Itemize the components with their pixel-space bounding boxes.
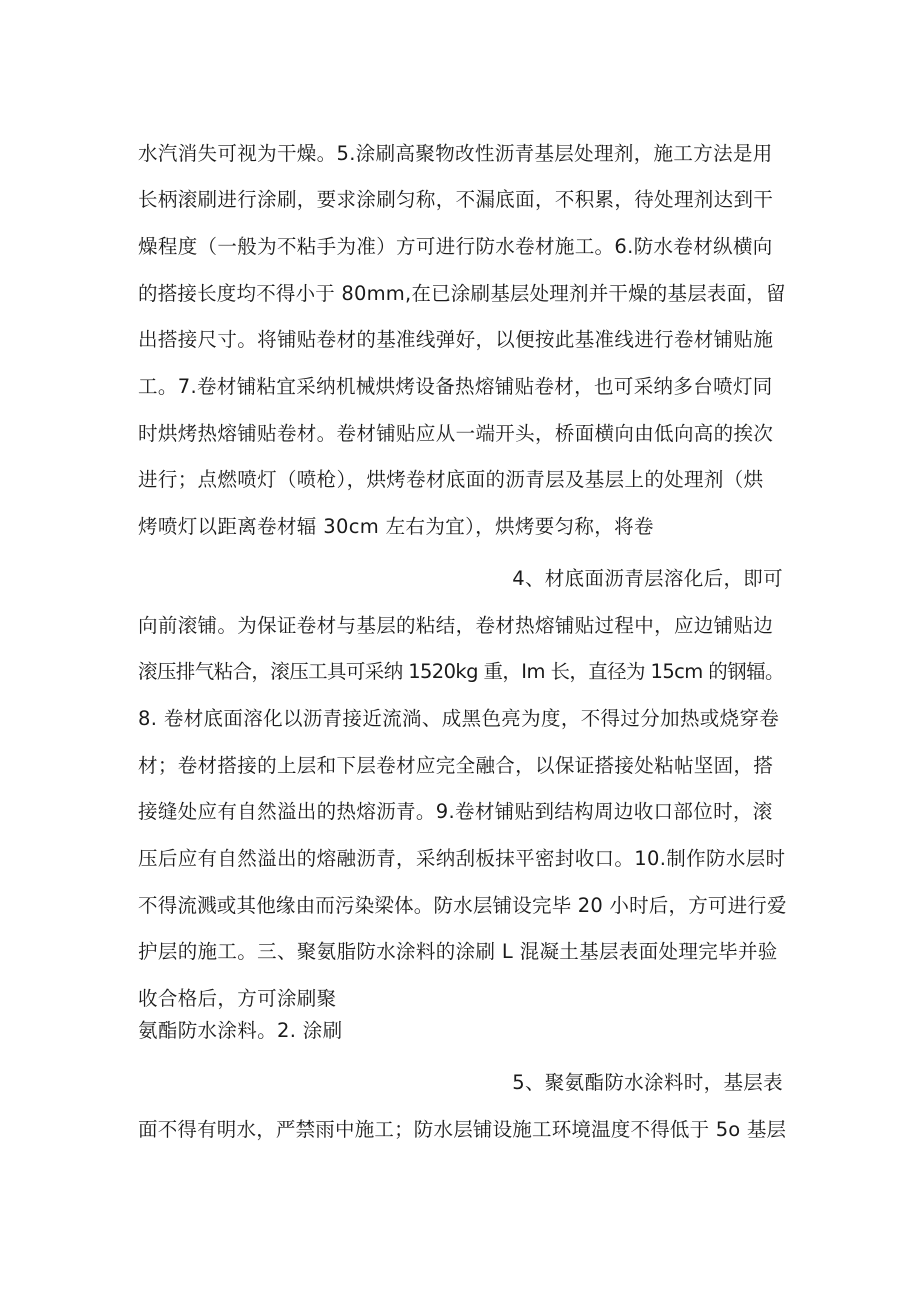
text-line: 进行；点燃喷灯（喷枪），烘烤卷材底面的沥青层及基层上的处理剂（烘	[138, 468, 764, 491]
text-line: 的搭接长度均不得小于 80mm,在已涂刷基层处理剂并干燥的基层表面，留	[138, 282, 786, 305]
text-line: 不得流溅或其他缘由而污染梁体。防水层铺设完毕 20 小时后，方可进行爱	[138, 894, 787, 917]
text-line: 长柄滚刷进行涂刷，要求涂刷匀称，不漏底面，不积累，待处理剂达到干	[138, 188, 774, 211]
text-line: 接缝处应有自然溢出的热熔沥青。9.卷材铺贴到结构周边收口部位时，滚	[138, 800, 773, 823]
text-line: 滚压排气粘合，滚压工具可采纳 1520kg 重，Im 长，直径为 15cm 的钢辐。	[138, 660, 784, 683]
text-line: 时烘烤热熔铺贴卷材。卷材铺贴应从一端开头，桥面横向由低向高的挨次	[138, 422, 774, 445]
list-item-marker-4: 4、材底面沥青层溶化后，即可	[512, 567, 783, 590]
text-line: 收合格后，方可涂刷聚	[138, 987, 337, 1010]
text-line: 面不得有明水，严禁雨中施工；防水层铺设施工环境温度不得低于 5o 基层	[138, 1118, 787, 1141]
text-line: 烤喷灯以距离卷材辐 30cm 左右为宜），烘烤要匀称，将卷	[138, 515, 654, 538]
text-line: 护层的施工。三、聚氨脂防水涂料的涂刷 L 混凝土基层表面处理完毕并验	[138, 940, 778, 963]
text-line: 材；卷材搭接的上层和下层卷材应完全融合，以保证搭接处粘帖坚固，搭	[138, 754, 774, 777]
text-line: 水汽消失可视为干燥。5.涂刷高聚物改性沥青基层处理剂，施工方法是用	[138, 142, 773, 165]
text-line: 向前滚铺。为保证卷材与基层的粘结，卷材热熔铺贴过程中，应边铺贴边	[138, 614, 774, 637]
text-line: 燥程度（一般为不粘手为准）方可进行防水卷材施工。6.防水卷材纵横向	[138, 235, 773, 258]
text-line: 工。7.卷材铺粘宜采纳机械烘烤设备热熔铺贴卷材，也可采纳多台喷灯同	[138, 375, 773, 398]
text-line: 压后应有自然溢出的熔融沥青，采纳刮板抹平密封收口。10.制作防水层时	[138, 847, 786, 870]
text-line: 氨酯防水涂料。2. 涂刷	[138, 1019, 343, 1042]
text-line: 出搭接尺寸。将铺贴卷材的基准线弹好，以便按此基准线进行卷材铺贴施	[138, 328, 774, 351]
list-item-marker-5: 5、聚氨酯防水涂料时，基层表	[512, 1071, 783, 1094]
text-line: 8. 卷材底面溶化以沥青接近流淌、成黑色亮为度，不得过分加热或烧穿卷	[138, 707, 780, 730]
